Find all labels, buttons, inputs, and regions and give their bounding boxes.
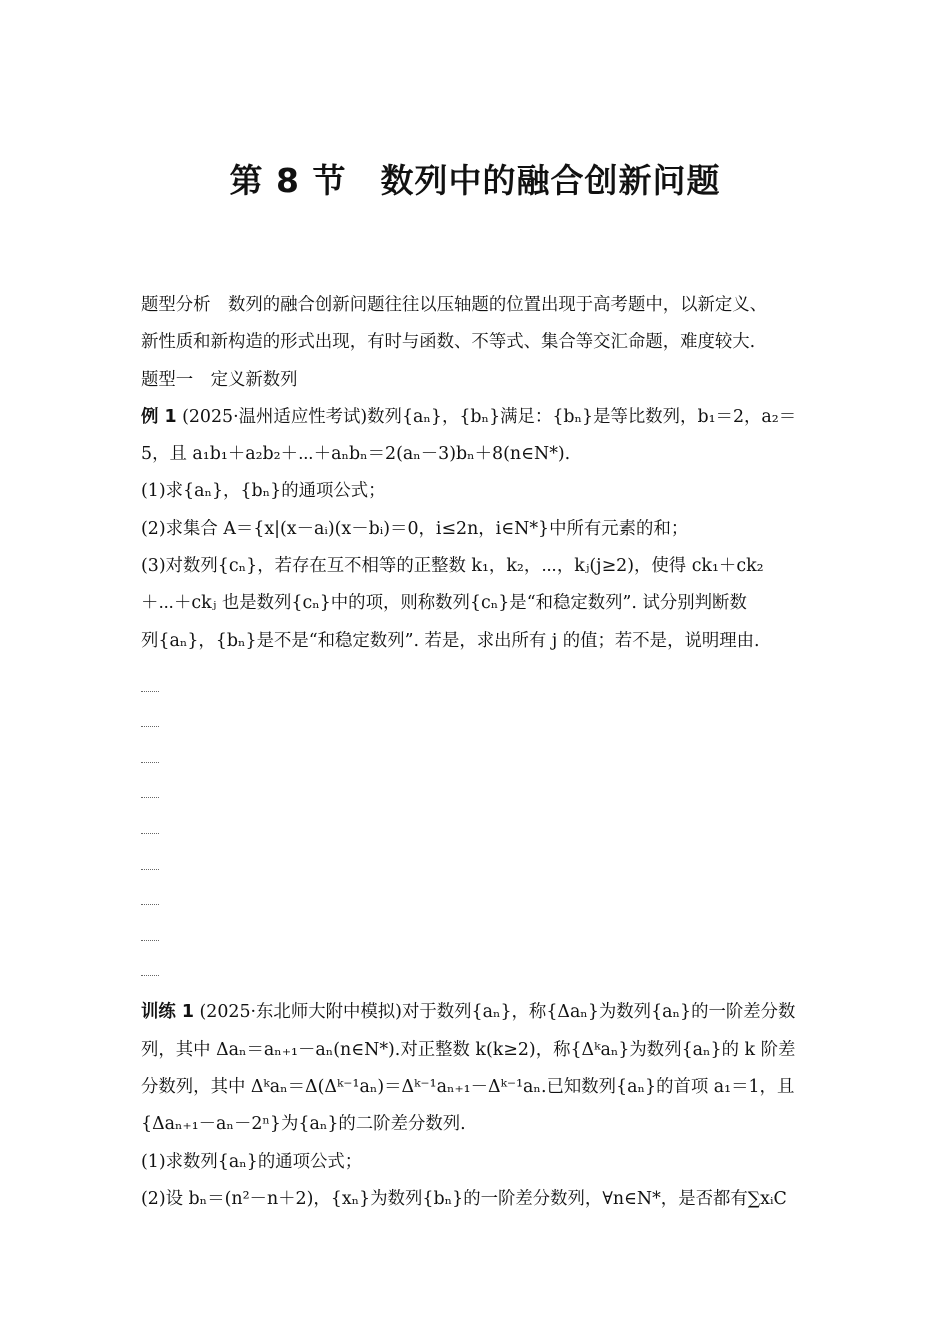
- intro-line-2: 新性质和新构造的形式出现，有时与函数、不等式、集合等交汇命题，难度较大.: [141, 332, 756, 353]
- intro-line-1: 题型分析 数列的融合创新问题往往以压轴题的位置出现于高考题中，以新定义、: [141, 295, 768, 315]
- answer-line: [141, 882, 821, 918]
- example1-question-3-line-3: 列{aₙ}，{bₙ}是不是“和稳定数列”. 若是，求出所有 j 的值；若不是，说明理由.: [141, 630, 760, 651]
- example1-text-1: (2025·温州适应性考试)数列{aₙ}，{bₙ}满足：{bₙ}是等比数列，b₁＝2，a₂＝: [182, 406, 797, 427]
- answer-line: [141, 775, 821, 811]
- answer-line: [141, 846, 821, 882]
- example1-question-3-line-2: ＋⋯＋ckⱼ 也是数列{cₙ}中的项，则称数列{cₙ}是“和稳定数列”. 试分别判断数: [141, 593, 747, 614]
- training1-label: 训练 1: [141, 1002, 194, 1023]
- training1-line-3: 分数列，其中 Δᵏaₙ＝Δ(Δᵏ⁻¹aₙ)＝Δᵏ⁻¹aₙ₊₁－Δᵏ⁻¹aₙ.已知数列{aₙ}的首项 a₁＝1，且: [141, 1076, 795, 1097]
- page-title: 第 8 节 数列中的融合创新问题: [229, 161, 721, 200]
- training1-question-2: (2)设 bₙ＝(n²－n＋2)，{xₙ}为数列{bₙ}的一阶差分数列，∀n∈N*，是否都有∑xᵢC: [141, 1188, 787, 1209]
- answer-line: [141, 668, 821, 704]
- example1-question-2: (2)求集合 A＝{x|(x－aᵢ)(x－bᵢ)＝0，i≤2n，i∈N*}中所有元素的和；: [141, 518, 689, 539]
- training1-line-4: {Δaₙ₊₁－aₙ－2ⁿ}为{aₙ}的二阶差分数列.: [141, 1114, 466, 1135]
- example1-question-3-line-1: (3)对数列{cₙ}，若存在互不相等的正整数 k₁，k₂，⋯，kⱼ(j≥2)，使得 ck₁＋ck₂: [141, 556, 764, 577]
- example1-label: 例 1: [141, 406, 177, 427]
- example1-question-1: (1)求{aₙ}，{bₙ}的通项公式；: [141, 481, 386, 502]
- answer-line: [141, 704, 821, 740]
- training1-question-1: (1)求数列{aₙ}的通项公式；: [141, 1151, 363, 1172]
- example1-line-1: [141, 399, 821, 436]
- training1-line-2: 列，其中 Δaₙ＝aₙ₊₁－aₙ(n∈N*).对正整数 k(k≥2)，称{Δᵏaₙ}为数列{aₙ}的 k 阶差: [141, 1039, 796, 1060]
- example1-line-2: 5，且 a₁b₁＋a₂b₂＋⋯＋aₙbₙ＝2(aₙ－3)bₙ＋8(n∈N*).: [141, 444, 571, 465]
- document-body: [141, 287, 821, 1218]
- answer-line: [141, 810, 821, 846]
- training1-line-1: [141, 994, 821, 1031]
- answer-area[interactable]: [141, 668, 821, 988]
- answer-line: [141, 739, 821, 775]
- training1-text-1: (2025·东北师大附中模拟)对于数列{aₙ}，称{Δaₙ}为数列{aₙ}的一阶差分数: [199, 1002, 796, 1023]
- section-heading-type1: 题型一 定义新数列: [141, 369, 298, 390]
- answer-line: [141, 917, 821, 953]
- answer-line: [141, 953, 821, 989]
